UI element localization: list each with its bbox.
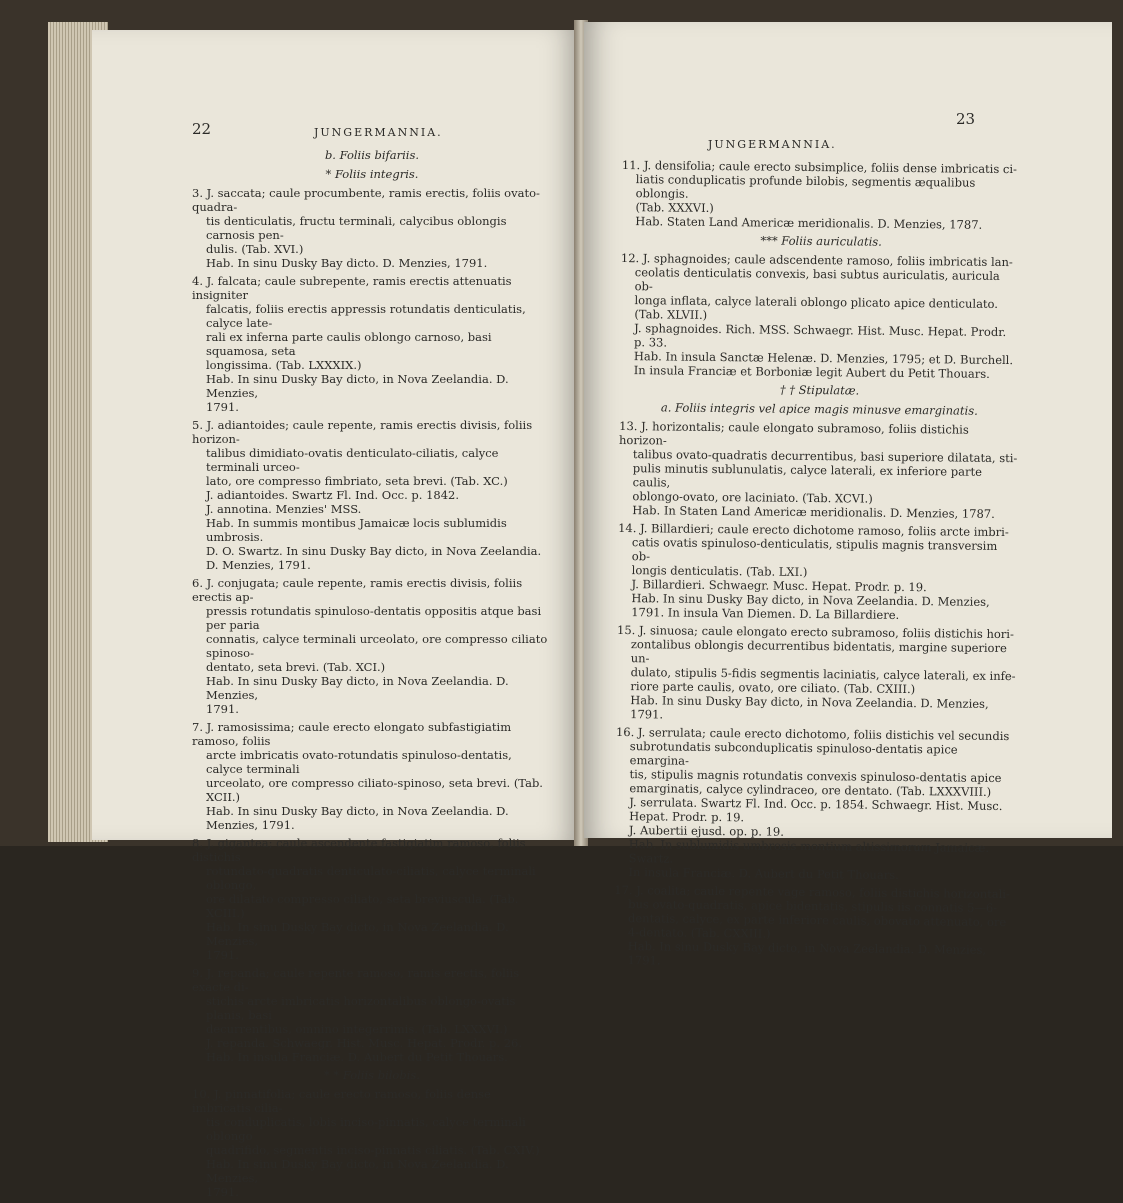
entry-line: dulato, stipulis 5-fidis segmentis laciniatis, calyce laterali, ex infe- <box>630 665 1016 684</box>
entry-line: Hab. Staten Land Americæ meridionalis. D. Menzies, 1787. <box>635 214 983 232</box>
entry-list <box>620 251 1021 381</box>
entry-line: J. sphagnoides. Rich. MSS. Schwaegr. Hist. Musc. Hepat. Prodr. p. 33. <box>633 321 1007 350</box>
entry-line: dentatis, calyce, ex parte inferiore caulis, obovato attenuato, ore <box>627 911 1007 930</box>
species-entry <box>192 576 552 716</box>
entry-line: J. serrulata. Swartz Fl. Ind. Occ. p. 1854. Schwaegr. Hist. Musc. <box>629 795 1003 814</box>
entry-line: Hab. In insula Sanctæ Helenæ. D. Menzies, 1795; et D. Burchell. <box>633 349 1014 368</box>
page-number: 22 <box>192 120 212 138</box>
species-entry <box>192 418 552 572</box>
entry-line: longissima. (Tab. LXXXIX.) <box>206 358 362 372</box>
entry-list <box>614 419 1020 971</box>
entry-line: urceolato, ore compresso ciliato-spinoso, seta brevi. (Tab. XCII.) <box>206 776 543 804</box>
species-entry <box>620 251 1021 381</box>
species-entry <box>192 966 552 1064</box>
entry-line: tis conduplicatis, lobis inciso-pinnatis, calyce terminali oblongo <box>206 1115 526 1143</box>
entry-line: Hab. In summis montibus Jamaicæ locis sublumidis umbrosis. <box>206 516 507 544</box>
entry-line: 7. J. ramosissima; caule erecto elongato subfastigiatim ramoso, foliis <box>192 720 512 748</box>
section-heading: † † Stipulatæ. <box>779 382 860 398</box>
entry-line: tis, stipulis magnis rotundatis convexis spinuloso-dentatis apice <box>629 767 1002 786</box>
entry-line: In insula Franciæ. D. Aubert du Petit Thouars. <box>628 865 899 882</box>
entry-line: pulis minutis sublunulatis, calyce laterali, ex inferiore parte caulis, <box>632 461 983 490</box>
species-entry <box>621 158 1022 232</box>
species-entry <box>192 186 552 270</box>
entry-line: Hab. In sinu Dusky Bay dicto, in Nova Zeelandia. D. Menzies, 1791. <box>206 804 509 832</box>
entry-line: longa inflata, calyce laterali oblongo plicato apice denticulato. <box>634 293 999 311</box>
entry-line: Hab. In sinu Dusky Bay dicto, in Nova Zeelandia. D. Menzies, <box>206 674 509 702</box>
entry-line: Hab. In sinu Dusky Bay dicto, in Nova Zeelandia. D. Menzies, <box>631 591 990 609</box>
entry-line: 13. J. horizontalis; caule elongato subramoso, foliis distichis horizon- <box>618 418 969 448</box>
entry-line: decurrentibus, omnino integerrimis. (Tab. LXXXVI.) <box>206 1022 508 1036</box>
entry-line: rali ex inferna parte caulis oblongo carnoso, basi squamosa, seta <box>206 330 492 358</box>
section-heading: * Foliis integris. <box>325 167 419 181</box>
entry-line: 1791. <box>630 707 664 722</box>
section-heading: * * Foliis bilobis. <box>324 1068 420 1082</box>
entry-line: lato, ore compresso fimbriato, seta brevi. (Tab. XC.) <box>206 474 508 488</box>
entry-line: catis ovatis spinuloso-denticulatis, stipulis magnis transversim ob- <box>631 535 998 564</box>
species-entry <box>617 521 1018 623</box>
entry-line: connatis, calyce terminali urceolato, ore compresso ciliato spinoso- <box>206 632 548 660</box>
entry-line: oblongo-ovato, ore laciniato. (Tab. XCVI.) <box>632 489 873 506</box>
left-column <box>192 146 552 1203</box>
right-page <box>584 22 1112 968</box>
species-entry <box>192 1087 552 1199</box>
entry-line: Hab. In sublumidis umbrosis montium altissimorum Jamaicæ. Swartz. <box>628 837 990 866</box>
entry-line: 1791. <box>206 702 239 716</box>
entry-list <box>192 186 552 1064</box>
entry-line: D. Menzies, 1791. <box>206 558 311 572</box>
entry-line: 1791. <box>206 948 239 962</box>
entry-list <box>621 158 1022 232</box>
section-heading: *** Foliis auriculatis. <box>760 233 882 249</box>
entry-line: D. O. Swartz. In sinu Dusky Bay dicto, in Nova Zeelandia. <box>206 544 542 558</box>
entry-line: 16. J. serrulata; caule erecto dichotomo, foliis distichis vel secundis <box>615 724 1010 744</box>
running-head: JUNGERMANNIA. <box>314 126 443 139</box>
entry-line: J. Billardieri. Schwaegr. Musc. Hepat. Prodr. p. 19. <box>631 577 927 595</box>
entry-line: 8. J. gigantea; caule ascendente fastigiatim ramoso, foliis distichis <box>192 836 526 864</box>
entry-line: In insula Franciæ et Borboniæ legit Aubert du Petit Thouars. <box>633 363 990 381</box>
entry-line: falcatis, foliis erectis appressis rotundatis denticulatis, calyce late- <box>206 302 526 330</box>
entry-line: Hab. In insula Franciæ. D. Aubert du Petit Thouars. <box>206 1050 508 1064</box>
entry-line: 15. J. sinuosa; caule elongato erecto subramoso, foliis distichis hori- <box>616 622 1014 642</box>
entry-line: ceolatis denticulatis convexis, basi subtus auriculatis, auricula ob- <box>634 265 1000 294</box>
entry-line: arcte imbricatis ovato-rotundatis spinuloso-dentatis, calyce terminali <box>206 748 512 776</box>
entry-line: (Tab. XLVII.) <box>634 307 708 322</box>
entry-line: 12. J. sphagnoides; caule adscendente ramoso, foliis imbricatis lan- <box>620 250 1013 270</box>
entry-line: J. Aubertii ejusd. op. p. 19. <box>628 823 784 839</box>
entry-line: (Tab. XXXVI.) <box>635 200 714 215</box>
entry-line: 14. J. Billardieri; caule erecto dichotome ramoso, foliis arcte imbri- <box>618 520 1009 540</box>
entry-line: J. repanda. Schwaegr. Hist. Musc. Hepat. Prodr. p. 26. <box>206 1036 523 1050</box>
entry-line: longis denticulatis. (Tab. LXI.) <box>631 563 808 579</box>
entry-line: Hab. In sinu Dusky Bay dicto. D. Menzies, 1791. <box>206 256 488 270</box>
entry-line: 4. J. falcata; caule subrepente, ramis erectis attenuatis insigniter <box>192 274 512 302</box>
entry-line: 9. J. repanda; caule repente ramoso, ramis erectis, foliis exacte di- <box>192 966 520 994</box>
entry-line: Hab. In sinu Dusky Bay dicto, in Nova Zeelandia. D. Menzies, <box>206 372 509 400</box>
entry-line: 17. J. coalita; caule repente vage ramoso, foliis distichis horizontali- <box>614 882 1010 902</box>
entry-line: Hepat. Prodr. p. 19. <box>629 809 745 825</box>
entry-line: Hab. In sinu Dusky Bay dicto, in Nova Zeelandia. D. Menzies, <box>630 693 989 711</box>
left-page <box>92 30 578 1199</box>
entry-line: talibus ovato-quadratis decurrentibus, basi superiore dilatata, sti- <box>632 447 1018 466</box>
entry-line: Hab. In sinu Dusky Bay dicto, in Nova Zeelandia. D. Menzies, <box>206 920 509 948</box>
entry-line: pressis rotundatis spinuloso-dentatis oppositis atque basi per paria <box>206 604 542 632</box>
entry-line: J. adiantoides. Swartz Fl. Ind. Occ. p. 1842. <box>206 488 460 502</box>
entry-line: emarginatis, calyce cylindraceo, ore dentato. (Tab. LXXXVIII.) <box>629 781 992 799</box>
entry-line: subrotundatis subconduplicatis spinuloso-dentatis apice emargina- <box>629 739 958 768</box>
entry-line: 10. J. pinnatifolia; caule erecto ramoso, foliis dense imbricatis cilia- <box>192 1087 491 1115</box>
entry-line: bus ovato-quadratis, apice bidentatis, stipulis iis connatis 5—6- <box>628 897 998 915</box>
entry-line: 6. J. conjugata; caule repente, ramis erectis divisis, foliis erectis ap- <box>192 576 523 604</box>
section-heading: b. Foliis bifariis. <box>324 148 420 162</box>
entry-line: tis denticulatis, fructu terminali, calycibus oblongis carnosis pen- <box>206 214 507 242</box>
entry-line: 1791. <box>206 1185 239 1199</box>
entry-list <box>192 1087 552 1199</box>
entry-line: dulis. (Tab. XVI.) <box>206 242 304 256</box>
entry-line: 4-dentato. (Tab. CXXIII.) <box>627 925 771 941</box>
section-heading: a. Foliis integris vel apice magis minusve emarginatis. <box>660 400 978 418</box>
entry-line: ore dilatato compresso ciliato, seta breviuscula. (Tab. XCIII.) <box>206 892 519 920</box>
entry-line: rotundato-quadratis denticulato-ciliatis, calyce terminali oblongo, <box>206 864 536 892</box>
entry-line: 1791. <box>206 400 239 414</box>
species-entry <box>192 836 552 962</box>
species-entry <box>616 623 1017 725</box>
species-entry <box>614 883 1015 971</box>
right-column <box>613 158 1021 975</box>
entry-line: riore parte caulis, ovato, ore ciliato. (Tab. CXIII.) <box>630 679 916 697</box>
entry-line: J. annotina. Menzies' MSS. <box>206 502 362 516</box>
entry-line: talibus dimidiato-ovatis denticulato-ciliatis, calyce terminali urceo- <box>206 446 499 474</box>
species-entry <box>192 274 552 414</box>
entry-line: Hab. In sinu Dusky Bay dicto, in Nova Zeelandia. D. Menzies, <box>206 1157 509 1185</box>
entry-line: zontalibus oblongis decurrentibus bidentatis, margine superiore un- <box>630 637 1007 666</box>
species-entry <box>192 720 552 832</box>
entry-line: quadrifido, segmentis inciso-pinnatis ciliatis. (Tab. CXIV.) <box>206 1143 540 1157</box>
species-entry <box>618 419 1019 521</box>
page-number: 23 <box>956 110 976 128</box>
entry-line: Hab. In Staten Land Americæ meridionalis. D. Menzies, 1787. <box>632 503 995 521</box>
entry-line: 1791. In insula Van Diemen. D. La Billardiere. <box>631 605 900 622</box>
entry-line: Hab. In sinu Dusky Bay dicto, in Nova Zeelandia. D. Menzies, 1791. <box>627 939 987 968</box>
entry-line: 5. J. adiantoides; caule repente, ramis erectis divisis, foliis horizon- <box>192 418 533 446</box>
entry-line: 11. J. densifolia; caule erecto subsimplice, foliis dense imbricatis ci- <box>621 158 1018 177</box>
entry-line: stichis arcte imbricatis horizontalibus oblongo-ovatis planis, basi <box>206 994 516 1022</box>
entry-line: liatis conduplicatis profunde bilobis, segmentis æqualibus oblongis. <box>635 172 976 201</box>
species-entry <box>614 725 1016 883</box>
entry-line: dentato, seta brevi. (Tab. XCI.) <box>206 660 386 674</box>
entry-line: 3. J. saccata; caule procumbente, ramis erectis, foliis ovato-quadra- <box>192 186 540 214</box>
running-head: JUNGERMANNIA. <box>708 138 837 151</box>
